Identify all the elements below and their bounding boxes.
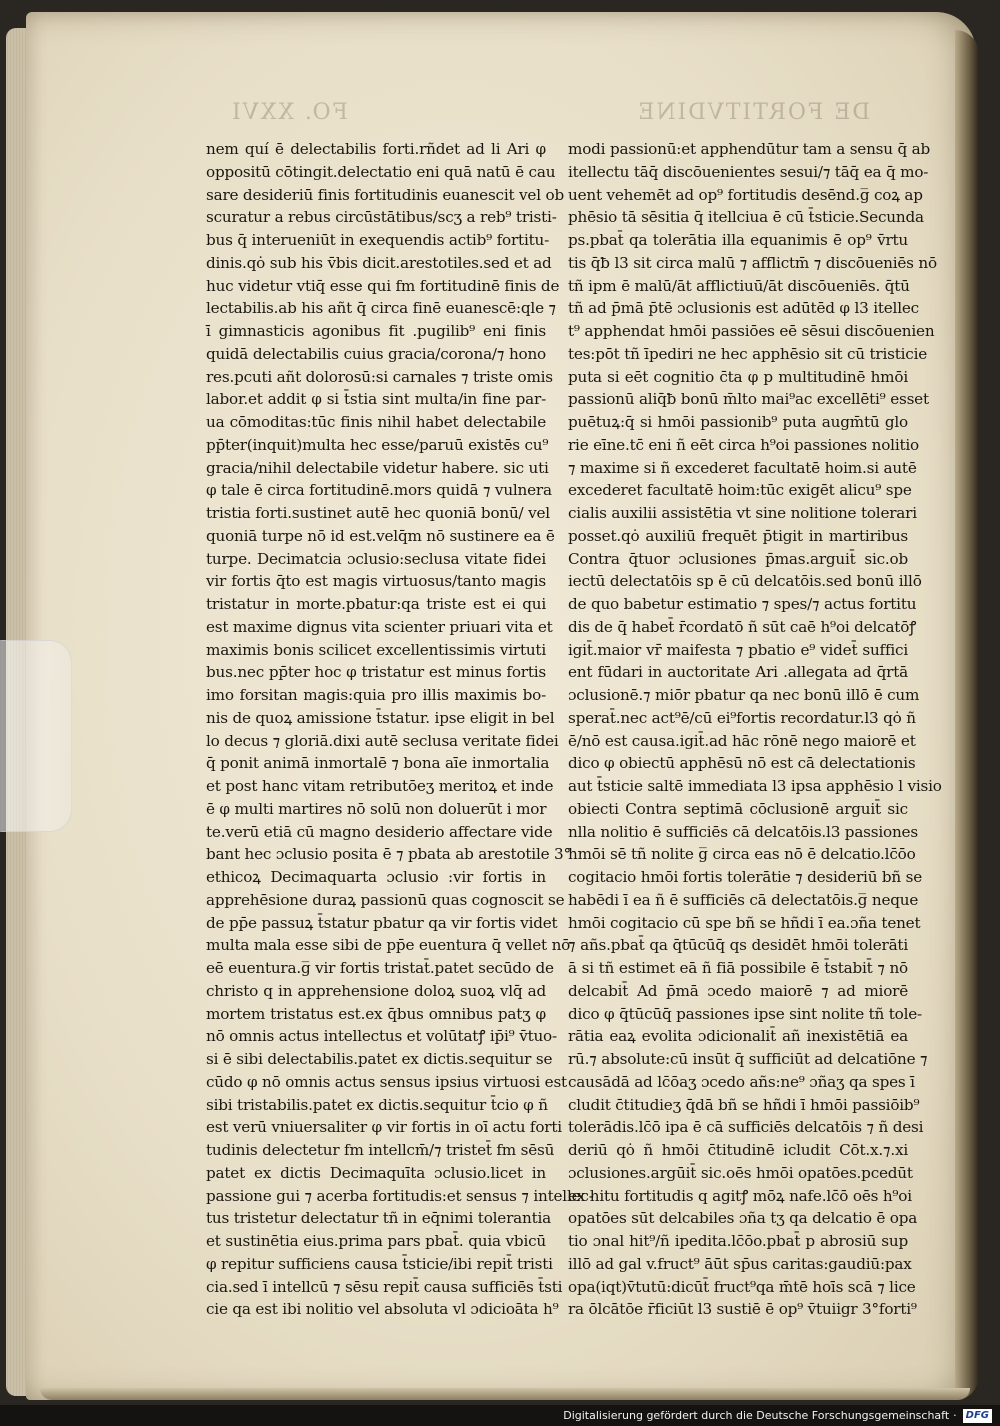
left-column-line: de pp̄e passuꝝ t̄statur pbatur qa vir fortis videt: [206, 913, 558, 932]
right-column-line: tolerādis.lc̄ō ipa ē cā sufficiēs delcatōis ⁊ ñ desi: [568, 1118, 924, 1137]
left-column-line: et post hanc vitam retributōeʒ meritoꝝ et inde: [206, 777, 554, 795]
left-column-line: ē φ multi martires nō solū non doluerūt i mor: [206, 799, 547, 818]
left-column-line: scuratur a rebus circūstātibus/scʒ a reb⁹ tristi-: [206, 208, 557, 227]
right-column-line: ⁊ maxime si ñ excederet facultatē hoim.si autē: [568, 458, 917, 477]
footer-credit-text: Digitalisierung gefördert durch die Deutsche Forschungsgemeinschaft: [563, 1409, 950, 1422]
dfg-logo: DFG: [963, 1409, 992, 1423]
right-column-line: ɔclusiones.argūit̄ sic.oēs hmōi opatōes.pcedūt: [568, 1163, 913, 1182]
running-head-right: FO. XXVI: [230, 100, 348, 125]
left-column-line: maximis bonis scilicet excellentissimis virtuti: [206, 640, 546, 659]
right-column-line: delcabit̄ Ad p̄mā ɔcedo maiorē ⁊ ad miorē: [568, 981, 908, 1000]
left-column-line: huc videtur vtiq̄ esse qui fm fortitudinē finis de: [206, 276, 560, 295]
left-column-line: sibi tristabilis.patet ex dictis.sequitur t̄cio φ ñ: [206, 1095, 548, 1114]
right-column-line: cialis auxilii assistētia vt sine nolitione tolerari: [568, 504, 917, 522]
book-bottom-edge: [40, 1388, 970, 1400]
right-column-line: puta si eēt cognitio c̄ta φ p multitudinē hmōi: [568, 367, 908, 386]
right-column-line: illō ad gal v.fruct⁹ āūt sp̄us caritas:gaudiū:pax: [568, 1254, 912, 1273]
right-column-line: ɔclusionē.⁊ miōr pbatur qa nec bonū illō ē cum: [568, 686, 920, 704]
right-column-line: ps.pbat̄ qa tolerātia illa equanimis ē op⁹ v̄rtu: [568, 231, 908, 249]
right-column-line: rū.⁊ absolute:cū insūt q̄ sufficiūt ad delcatiōne ⁊: [568, 1050, 928, 1068]
left-column-line: labor.et addit φ si t̄stia sint multa/in fine par-: [206, 390, 546, 409]
left-column-line: φ tale ē circa fortitudinē.mors quidā ⁊ vulnera: [206, 481, 552, 500]
right-column-line: tio ɔnal hit⁹/ñ ipedita.lc̄ōo.pbat̄ p abrosiū sup: [568, 1232, 908, 1250]
right-column-line: rātia eaꝝ evolita ɔdicionalit̄ añ inexistētiā ea: [568, 1027, 908, 1046]
right-column-line: dico φ q̄tūcūq̄ passiones ipse sint nolite tñ tole-: [568, 1004, 922, 1023]
left-column-line: nō omnis actus intellectus et volūtatꝭ ip̄i⁹ v̄tuo-: [206, 1027, 557, 1046]
right-column-line: obiecti Contra septimā cōclusionē arguit̄ sic: [568, 799, 908, 818]
right-column-line: passionū aliq̄ƀ bonū m̄lto mai⁹ac excellēti⁹ esset: [568, 390, 929, 409]
show-through-running-head: [230, 100, 870, 128]
right-column-line: tis q̄ƀ l3 sit circa malū ⁊ afflictm̄ ⁊ discōueniēs nō: [568, 253, 937, 272]
right-column-line: rie eīne.tc̄ eni ñ eēt circa h⁹oi passiones nolitio: [568, 435, 919, 454]
left-column-line: quoniā turpe nō id est.velq̄m nō sustinere ea ē: [206, 526, 555, 545]
right-column-line: habēdi ī ea ñ ē sufficiēs cā delectatōis.g̅ neque: [568, 890, 919, 909]
right-column-line: cogitacio hmōi fortis tolerātie ⁊ desideriū bñ se: [568, 868, 923, 886]
left-column-line: ethicoꝝ Decimaquarta ɔclusio :vir fortis in: [206, 868, 546, 886]
left-column-line: si ē sibi delectabilis.patet ex dictis.sequitur se: [206, 1050, 553, 1068]
left-column-line: patet ex dictis Decimaquīta ɔclusio.licet in: [206, 1163, 546, 1182]
right-column-line: tñ ipm ē malū/āt afflictiuū/āt discōueniēs. q̄tū: [568, 276, 910, 295]
right-column-line: ra ōlcātōe r̄ficiūt l3 sustiē ē op⁹ v̄tuiigr 3°forti⁹: [568, 1300, 917, 1319]
left-column-line: res.pcuti añt dolorosū:si carnales ⁊ triste omis: [206, 367, 553, 386]
right-column-line: causādā ad lc̄ōaʒ ɔcedo añs:ne⁹ ɔñaʒ qa spes ī: [568, 1072, 915, 1091]
right-column-line: tñ ad p̄mā p̄tē ɔclusionis est adūtēd φ l3 itellec: [568, 299, 919, 318]
bookmark-strip: [0, 640, 72, 832]
right-column-line: ⁊ añs.pbat̄ qa q̄tūcūq̄ qs desidēt hmōi tolerāti: [568, 936, 908, 955]
right-column-line: puētuꝝ:q̄ si hmōi passionib⁹ puta augm̄tū glo: [568, 413, 908, 431]
left-column-line: cūdo φ nō omnis actus sensus ipsius virtuosi est: [206, 1072, 567, 1091]
left-column-line: christo q in apprehensione doloꝝ suoꝝ vlq̄ ad: [206, 981, 546, 1000]
left-column-line: oppositū cōtingit.delectatio eni quā natū ē cau: [206, 162, 556, 181]
left-column-line: tristia forti.sustinet autē hec quoniā bonū/ vel: [206, 504, 550, 522]
left-column-line: apprehēsione duraꝝ passionū quas cognoscit se: [206, 890, 565, 909]
right-column-line: nlla nolitio ē sufficiēs cā delcatōis.l3 passiones: [568, 822, 918, 841]
left-column-line: bus.nec pp̄ter hoc φ tristatur est minus fortis: [206, 663, 546, 682]
right-column-line: uent vehemēt ad op⁹ fortitudis desēnd.g̅ coꝝ ap: [568, 185, 923, 204]
left-column-line: bus q̄ interueniūt in exequendis actib⁹ fortitu-: [206, 231, 550, 249]
left-column-line: te.verū etiā cū magno desiderio affectare vide: [206, 822, 553, 841]
right-column-line: igit̄.maior vr̄ maifesta ⁊ pbatio e⁹ videt̄ suffici: [568, 640, 908, 659]
left-column-line: nis de quoꝝ amissione t̄statur. ipse eligit in bel: [206, 708, 555, 727]
left-column-line: pp̄ter(inquit)multa hec esse/paruū existēs cu⁹: [206, 435, 549, 454]
right-column-line: iectū delectatōis sp ē cū delcatōis.sed bonū illō: [568, 572, 922, 591]
right-column-line: dis de q̄ habet̄ r̄cordatō ñ sūt caē h⁹oi delcatōꝭ: [568, 617, 917, 636]
left-column-line: dinis.qȯ sub his v̄bis dicit.arestotiles.sed et ad: [206, 253, 552, 272]
right-column-line: itellectu tāq̄ discōuenientes sesui/⁊ tāq̄ ea q̄ mo-: [568, 162, 929, 181]
left-column-line: passione gui ⁊ acerba fortitudis:et sensus ⁊ intellec-: [206, 1186, 594, 1205]
left-column-line: tristatur in morte.pbatur:qa triste est ei qui: [206, 595, 546, 613]
right-column-line: modi passionū:et apphendūtur tam a sensu q̄ ab: [568, 140, 931, 158]
left-column-line: turpe. Decimatcia ɔclusio:seclusa vitate fidei: [206, 549, 546, 568]
right-column-line: de quo babetur estimatio ⁊ spes/⁊ actus fortitu: [568, 595, 917, 613]
left-column-line: tudinis delectetur fm intellcm̄/⁊ tristet̄ fm sēsū: [206, 1141, 555, 1159]
left-column-line: gracia/nihil delectabile videtur habere. sic uti: [206, 458, 549, 477]
right-column-line: deriū qȯ ñ hmōi c̄titudinē icludit Cōt.x.⁊.xi: [568, 1141, 908, 1159]
right-column-line: cludit c̄titudieʒ q̄dā bñ se hñdi ī hmōi passiōib⁹: [568, 1095, 920, 1114]
left-column-line: nem quí ē delectabilis forti.rñdet ad li Ari φ: [206, 140, 546, 158]
left-column-line: q̄ ponit animā inmortalē ⁊ bona aīe inmortalia: [206, 754, 550, 773]
right-column-line: ē/nō est causa.igit̄.ad hāc rōnē nego maiorē et: [568, 731, 916, 750]
left-column-line: ī gimnasticis agonibus fit .pugilib⁹ eni finis: [206, 322, 546, 340]
right-column-line: excederet facultatē hoim:tūc exigēt alicu⁹ spe: [568, 481, 912, 500]
right-column-line: opa(iqt)v̄tutū:dicūt̄ fruct⁹qa m̄tē hoīs scā ⁊ lice: [568, 1277, 916, 1296]
left-column-line: mortem tristatus est.ex q̄bus omnibus patʒ φ: [206, 1004, 546, 1023]
book-fore-edge: [955, 30, 979, 1400]
left-column-line: est maxime dignus vita scienter priuari vita et: [206, 617, 553, 636]
right-column-line: ā si tñ estimet eā ñ fiā possibile ē t̄stabit̄ ⁊ nō: [568, 959, 908, 977]
text-column-right: [568, 138, 942, 1321]
left-column-line: imo forsitan magis:quia pro illis maximis bo-: [206, 686, 546, 704]
left-column-line: lectabilis.ab his añt q̄ circa finē euanescē:qle ⁊: [206, 299, 556, 318]
right-column-line: hmōi sē tñ nolite g̅ circa eas nō ē delcatio.lc̄ōo: [568, 845, 916, 864]
right-column-line: t⁹ apphendat hmōi passiōes eē sēsui discōuenien: [568, 322, 935, 340]
right-column-line: hmōi cogitacio cū spe bñ se hñdi ī ea.ɔña tenet: [568, 913, 921, 932]
footer-separator: ·: [953, 1409, 957, 1422]
text-column-left: [206, 138, 594, 1321]
left-column-line: quidā delectabilis cuius gracia/corona/⁊ hono: [206, 344, 546, 363]
left-column-line: multa mala esse sibi de pp̄e euentura q̄ vellet nō: [206, 936, 571, 955]
left-column-line: est verū vniuersaliter φ vir fortis in oī actu forti: [206, 1118, 562, 1137]
right-column-line: ent fūdari in auctoritate Ari .allegata ad q̄rtā: [568, 663, 908, 682]
left-column-line: ua cōmoditas:tūc finis nihil habet delectabile: [206, 413, 546, 431]
right-column-line: aut t̄sticie saltē immediata l3 ipsa apphēsio l visio: [568, 777, 942, 795]
left-column-line: bant hec ɔclusio posita ē ⁊ pbata ab arestotile 3°: [206, 845, 571, 864]
left-column-line: lo decus ⁊ gloriā.dixi autē seclusa veritate fidei: [206, 731, 559, 750]
left-column-line: tus tristetur delectatur tñ in eq̄nimi tolerantia: [206, 1209, 551, 1228]
right-column-line: sperat̄.nec act⁹ē/cū ei⁹fortis recordatur.l3 qȯ ñ: [568, 708, 916, 727]
left-column-line: eē euentura.g̅ vir fortis tristat̄.patet secūdo de: [206, 959, 554, 977]
right-column-line: ex hitu fortitudis q agitꝭ mōꝝ nafe.lc̄ō oēs h⁹oi: [568, 1186, 912, 1205]
left-column-line: φ repitur sufficiens causa t̄sticie/ibi repit̄ tristi: [206, 1254, 553, 1273]
footer-bar: [0, 1405, 1000, 1426]
right-column-line: phēsio tā sēsitia q̄ itellciua ē cū t̄sticie.Secunda: [568, 208, 924, 227]
right-column-line: opatōes sūt delcabiles ɔña tʒ qa delcatio ē opa: [568, 1209, 918, 1228]
running-head-left: DE FORTITVDINE: [636, 100, 870, 125]
left-column-line: et sustinētia eius.prima pars pbat̄. quia vbicū: [206, 1232, 546, 1250]
right-column-line: posset.qȯ auxiliū frequēt p̄tigit in martiribus: [568, 526, 908, 545]
left-column-line: sare desideriū finis fortitudinis euanescit vel ob: [206, 185, 564, 204]
right-column-line: tes:pōt tñ īpediri ne hec apphēsio sit cū tristicie: [568, 344, 928, 363]
right-column-line: dico φ obiectū apphēsū nō est cā delectationis: [568, 754, 916, 773]
left-column-line: cie qa est ibi nolitio vel absoluta vl ɔdicioāta h⁹: [206, 1300, 559, 1319]
left-column-line: vir fortis q̄to est magis virtuosus/tanto magis: [206, 572, 546, 591]
left-column-line: cia.sed ī intellcū ⁊ sēsu repit̄ causa sufficiēs t̄sti: [206, 1277, 563, 1296]
right-column-line: Contra q̄tuor ɔclusiones p̄mas.arguit̄ sic.ob: [568, 549, 908, 568]
